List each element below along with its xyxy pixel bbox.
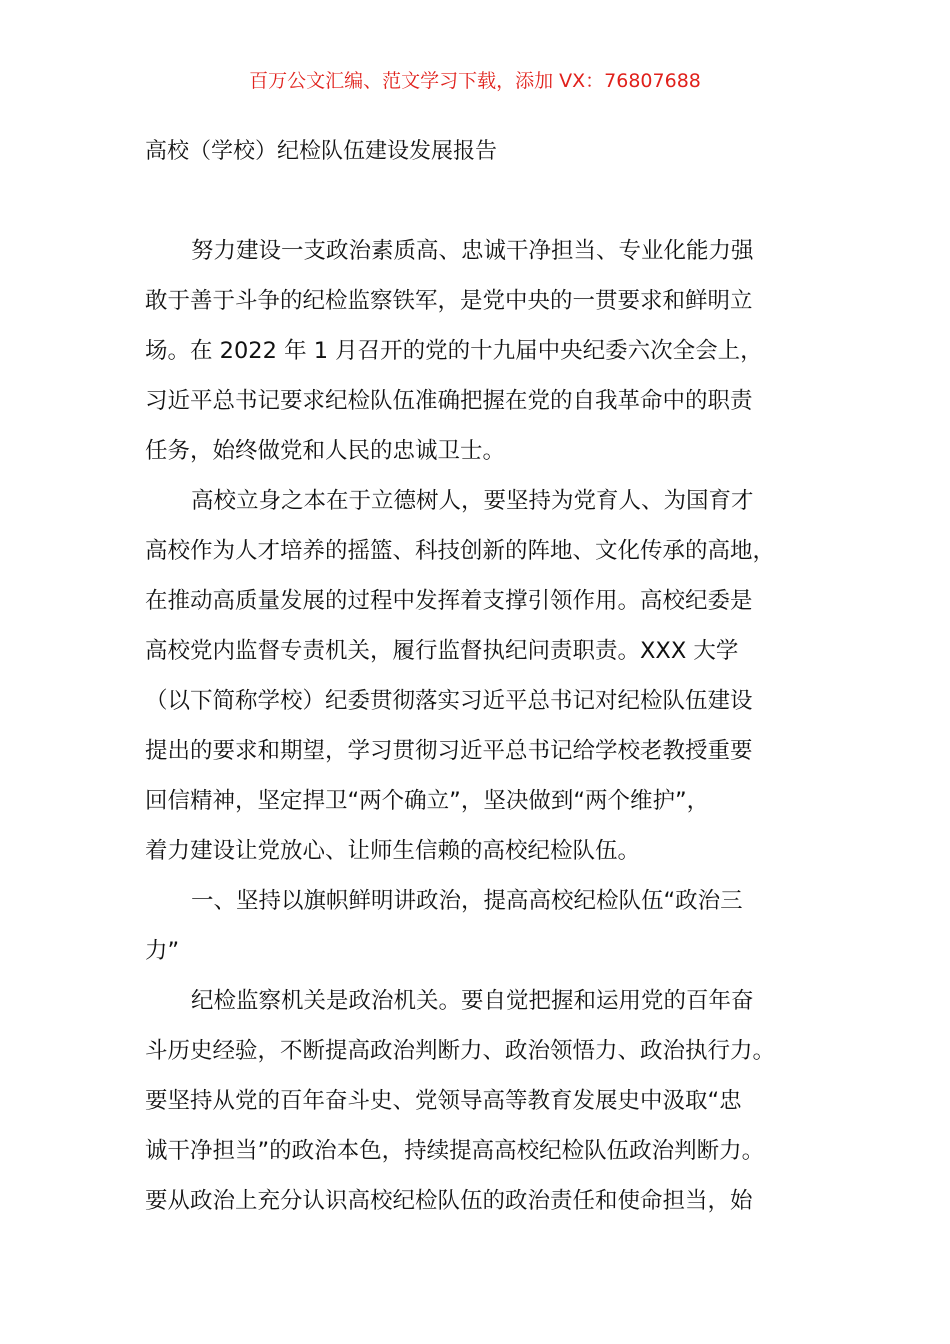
section-heading-line: 力” [145, 938, 180, 964]
paragraph-line: 任务，始终做党和人民的忠诚卫士。 [145, 438, 506, 464]
header-banner: 百万公文汇编、范文学习下载，添加 VX：76807688 [249, 70, 701, 92]
paragraph-line: 高校作为人才培养的摇篮、科技创新的阵地、文化传承的高地， [145, 538, 776, 564]
paragraph-line: 场。在 2022 年 1 月召开的党的十九届中央纪委六次全会上， [145, 338, 763, 364]
paragraph-line: 提出的要求和期望，学习贯彻习近平总书记给学校老教授重要 [145, 738, 753, 764]
paragraph-line: 在推动高质量发展的过程中发挥着支撑引领作用。高校纪委是 [145, 588, 753, 614]
paragraph-line: 斗历史经验，不断提高政治判断力、政治领悟力、政治执行力。 [145, 1038, 776, 1064]
paragraph-line: 诚干净担当”的政治本色，持续提高高校纪检队伍政治判断力。 [145, 1138, 765, 1164]
paragraph-line: 努力建设一支政治素质高、忠诚干净担当、专业化能力强 [191, 238, 754, 264]
document-title: 高校（学校）纪检队伍建设发展报告 [145, 139, 498, 164]
paragraph-line: 纪检监察机关是政治机关。要自觉把握和运用党的百年奋 [191, 988, 754, 1014]
paragraph-line: 高校立身之本在于立德树人，要坚持为党育人、为国育才 [191, 488, 754, 514]
paragraph-line: 要坚持从党的百年奋斗史、党领导高等教育发展史中汲取“忠 [145, 1088, 742, 1114]
section-heading-line: 一、坚持以旗帜鲜明讲政治，提高高校纪检队伍“政治三 [191, 888, 743, 914]
document-body [145, 226, 810, 1226]
paragraph-line: 着力建设让党放心、让师生信赖的高校纪检队伍。 [145, 838, 641, 864]
paragraph-line: 要从政治上充分认识高校纪检队伍的政治责任和使命担当，始 [145, 1188, 753, 1214]
paragraph-line: 回信精神，坚定捍卫“两个确立”，坚决做到“两个维护”， [145, 788, 710, 814]
paragraph-line: 高校党内监督专责机关，履行监督执纪问责职责。XXX 大学 [145, 638, 739, 664]
paragraph-line: 敢于善于斗争的纪检监察铁军，是党中央的一贯要求和鲜明立 [145, 288, 753, 314]
paragraph-line: 习近平总书记要求纪检队伍准确把握在党的自我革命中的职责 [145, 388, 753, 414]
paragraph-line: （以下简称学校）纪委贯彻落实习近平总书记对纪检队伍建设 [145, 688, 753, 714]
